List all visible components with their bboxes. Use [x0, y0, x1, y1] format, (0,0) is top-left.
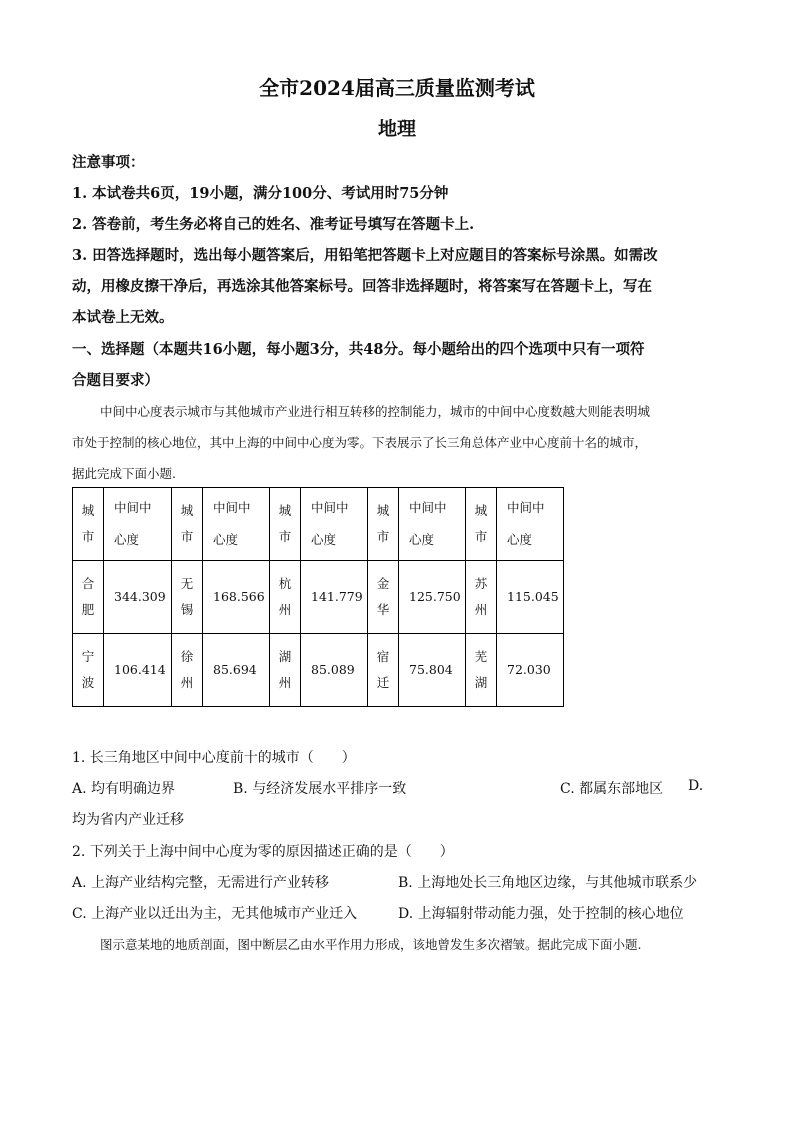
city-cell: 湖 州	[270, 634, 301, 707]
value-cell: 141.779	[301, 561, 368, 634]
header-city-cell: 城 市	[73, 488, 104, 561]
header-value-cell: 中间中 心度	[203, 488, 270, 561]
notice-item-1: 1. 本试卷共6页，19小题，满分100分、考试用时75分钟	[72, 185, 449, 202]
passage-1-line-1: 中间中心度表示城市与其他城市产业进行相互转移的控制能力，城市的中间中心度数越大则能表明城	[100, 404, 651, 419]
value-cell: 125.750	[399, 561, 466, 634]
question-2-option-c[interactable]: C. 上海产业以迁出为主，无其他城市产业迁入	[72, 906, 358, 922]
value-cell: 168.566	[203, 561, 270, 634]
header-value-cell: 中间中 心度	[301, 488, 368, 561]
city-cell: 苏 州	[466, 561, 497, 634]
section-heading-line-1: 一、选择题（本题共16小题，每小题3分，共48分。每小题给出的四个选项中只有一项符	[72, 341, 645, 358]
value-cell: 85.089	[301, 634, 368, 707]
notice-item-2: 2. 答卷前，考生务必将自己的姓名、准考证号填写在答题卡上.	[72, 216, 475, 233]
city-cell: 宿 迁	[368, 634, 399, 707]
question-1-option-c[interactable]: C. 都属东部地区	[560, 781, 664, 797]
question-1-option-d-text[interactable]: 均为省内产业迁移	[72, 812, 184, 828]
city-cell: 无 锡	[172, 561, 203, 634]
value-cell: 344.309	[104, 561, 172, 634]
table-row	[73, 561, 564, 634]
header-city-cell: 城 市	[368, 488, 399, 561]
question-2-stem: 2. 下列关于上海中间中心度为零的原因描述正确的是（ ）	[72, 844, 454, 860]
table-row	[73, 634, 564, 707]
question-2-option-b[interactable]: B. 上海地处长三角地区边缘，与其他城市联系少	[398, 875, 698, 891]
city-cell: 芜 湖	[466, 634, 497, 707]
value-cell: 106.414	[104, 634, 172, 707]
question-2-option-a[interactable]: A. 上海产业结构完整，无需进行产业转移	[72, 875, 330, 891]
city-cell: 徐 州	[172, 634, 203, 707]
exam-title: 全市2024届高三质量监测考试	[259, 76, 535, 100]
question-1-stem: 1. 长三角地区中间中心度前十的城市（ ）	[72, 750, 356, 766]
notice-item-3-line-3: 本试卷上无效。	[72, 309, 174, 326]
question-1-option-a[interactable]: A. 均有明确边界	[72, 781, 176, 797]
question-1-option-d-label[interactable]: D.	[688, 778, 704, 794]
city-cell: 宁 波	[73, 634, 104, 707]
question-1-option-b[interactable]: B. 与经济发展水平排序一致	[233, 781, 407, 797]
city-cell: 金 华	[368, 561, 399, 634]
header-value-cell: 中间中 心度	[104, 488, 172, 561]
centrality-table	[72, 487, 564, 707]
value-cell: 115.045	[497, 561, 564, 634]
passage-1-line-2: 市处于控制的核心地位，其中上海的中间中心度为零。下表展示了长三角总体产业中心度前十名的城市，	[72, 435, 648, 450]
subject-title: 地理	[377, 118, 416, 140]
header-value-cell: 中间中 心度	[497, 488, 564, 561]
header-city-cell: 城 市	[466, 488, 497, 561]
passage-1-line-3: 据此完成下面小题.	[72, 466, 176, 481]
notice-item-3-line-2: 动，用橡皮擦干净后，再选涂其他答案标号。回答非选择题时，将答案写在答题卡上，写在	[72, 278, 652, 295]
notice-item-3-line-1: 3. 田答选择题时，选出每小题答案后，用铅笔把答题卡上对应题目的答案标号涂黑。如需改	[72, 247, 658, 264]
header-value-cell: 中间中 心度	[399, 488, 466, 561]
city-cell: 杭 州	[270, 561, 301, 634]
header-city-cell: 城 市	[270, 488, 301, 561]
question-2-option-d[interactable]: D. 上海辐射带动能力强，处于控制的核心地位	[398, 906, 684, 922]
passage-2-line-1: 图示意某地的地质剖面，图中断层乙由水平作用力形成，该地曾发生多次褶皱。据此完成下面小题.	[100, 937, 642, 952]
notice-heading: 注意事项：	[72, 154, 145, 171]
city-cell: 合 肥	[73, 561, 104, 634]
header-city-cell: 城 市	[172, 488, 203, 561]
value-cell: 72.030	[497, 634, 564, 707]
table-header-row	[73, 488, 564, 561]
section-heading-line-2: 合题目要求）	[72, 372, 159, 389]
value-cell: 75.804	[399, 634, 466, 707]
value-cell: 85.694	[203, 634, 270, 707]
